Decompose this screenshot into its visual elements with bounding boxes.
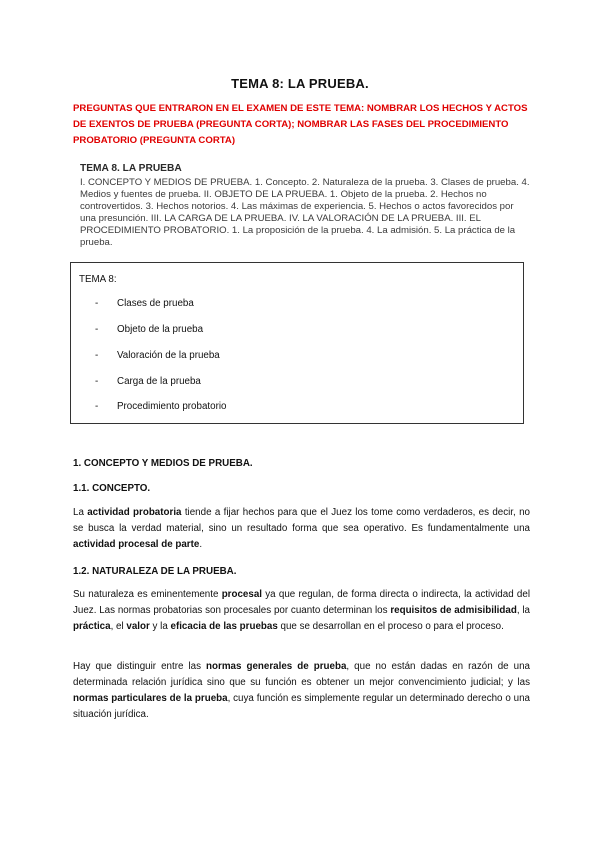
list-item: - Valoración de la prueba — [95, 350, 220, 361]
section-heading: 1. CONCEPTO Y MEDIOS DE PRUEBA. — [73, 458, 253, 469]
paragraph-naturaleza: Su naturaleza es eminentemente procesal ya que regulan, de forma directa o indirecta, la actividad del Juez. Las normas probatorias son procesales por cuanto determinan los requisitos de admisibilidad, la práctica, el valor y la eficacia de las pruebas que se desarrollan en el proceso o para el proceso. — [73, 589, 531, 632]
topic-summary — [80, 163, 530, 249]
list-item: - Objeto de la prueba — [95, 324, 204, 335]
summary-title: TEMA 8. LA PRUEBA — [80, 163, 182, 174]
exam-note: PREGUNTAS QUE ENTRARON EN EL EXAMEN DE ESTE TEMA: NOMBRAR LOS HECHOS Y ACTOS DE EXENTOS DE PRUEBA (PREGUNTA CORTA); NOMBRAR LAS FASES DEL PROCEDIMIENTO PROBATORIO (PREGUNTA CORTA) — [73, 103, 528, 146]
paragraph-concepto: La actividad probatoria tiende a fijar hechos para que el Juez los tome como verdaderos, es decir, no se busca la verdad material, sino un resultado forma que sea operativo. Es fundamentalmente una actividad procesal de parte. — [73, 507, 530, 550]
list-item: - Clases de prueba — [95, 298, 194, 309]
topic-outline-box — [70, 262, 524, 424]
paragraph-normas: Hay que distinguir entre las normas generales de prueba, que no están dadas en razón de una determinada relación jurídica sino que su función es obtener un mejor convencimiento judicial; y las normas particulares de la prueba, cuya función es simplemente regular un determinado derecho o una situación jurídica. — [73, 661, 531, 720]
summary-body: I. CONCEPTO Y MEDIOS DE PRUEBA. 1. Concepto. 2. Naturaleza de la prueba. 3. Clases de prueba. 4. Medios y fuentes de prueba. II. OBJETO DE LA PRUEBA. 1. Objeto de la prueba. 2. Hechos no controvertidos. 3. Hechos notorios. 4. Las máximas de experiencia. 5. Hechos o actos favorecidos por una presunción. III. LA CARGA DE LA PRUEBA. IV. LA VALORACIÓN DE LA PRUEBA. III. EL PROCEDIMIENTO PROBATORIO. 1. La proposición de la prueba. 4. La admisión. 5. La práctica de la prueba. — [80, 177, 530, 248]
list-item: - Carga de la prueba — [95, 376, 201, 387]
subsection-heading: 1.1. CONCEPTO. — [73, 483, 151, 494]
page-title: TEMA 8: LA PRUEBA. — [231, 76, 369, 91]
box-label: TEMA 8: — [79, 274, 117, 285]
list-item: - Procedimiento probatorio — [95, 401, 227, 412]
subsection-heading: 1.2. NATURALEZA DE LA PRUEBA. — [73, 566, 237, 577]
